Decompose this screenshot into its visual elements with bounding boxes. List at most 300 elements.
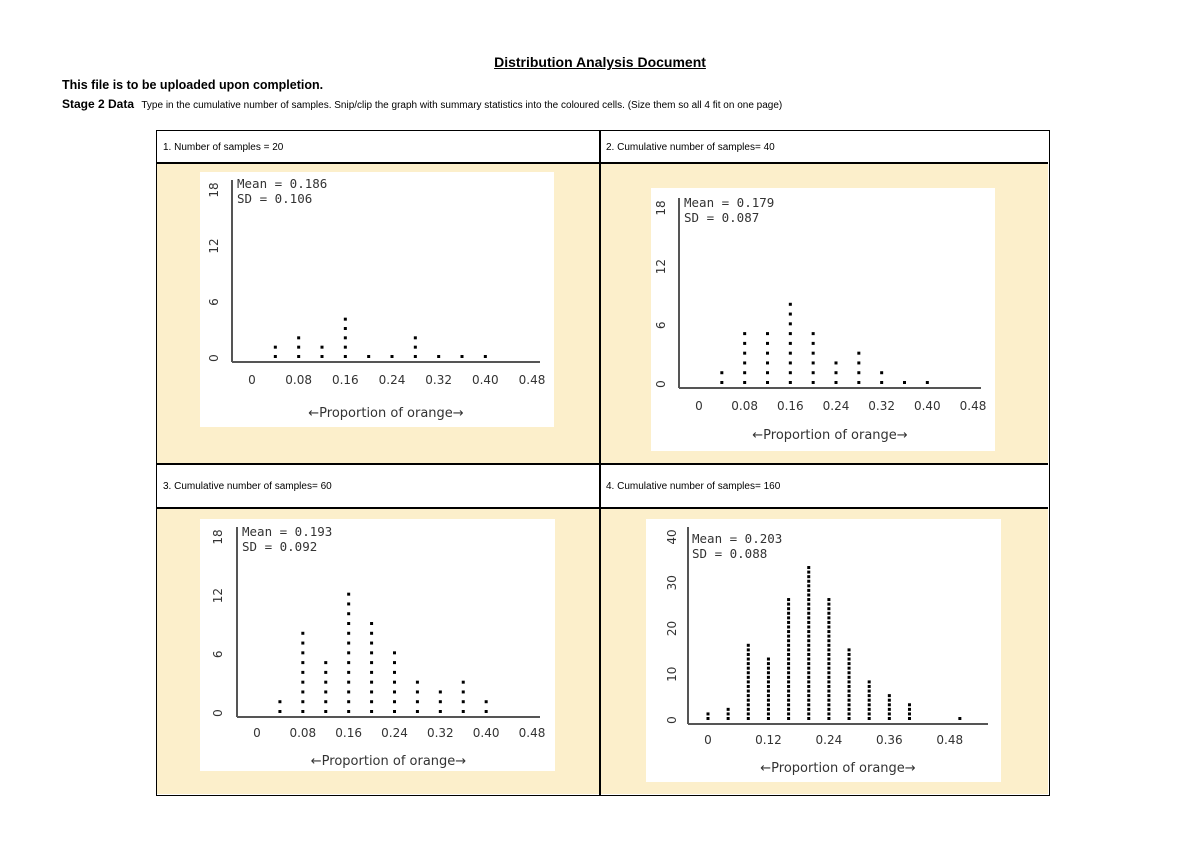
data-dot — [827, 598, 830, 601]
row-divider — [157, 507, 1048, 509]
data-dot — [767, 712, 770, 715]
y-tick-label: 0 — [211, 709, 225, 717]
y-tick-label: 6 — [654, 321, 668, 330]
y-tick-label: 18 — [211, 529, 225, 545]
data-dot — [787, 603, 790, 606]
data-dot — [908, 712, 911, 715]
data-dot — [835, 361, 838, 364]
data-dot — [807, 644, 810, 647]
data-dot — [278, 710, 281, 713]
data-dot — [370, 690, 373, 693]
data-dot — [789, 371, 792, 374]
data-dot — [462, 681, 465, 684]
data-dot — [462, 700, 465, 703]
x-tick-label: 0.16 — [776, 399, 804, 413]
data-dot — [787, 658, 790, 661]
data-dot — [344, 327, 347, 330]
data-dot — [393, 690, 396, 693]
y-tick-label: 0 — [207, 354, 221, 362]
data-dot — [827, 699, 830, 702]
data-dot — [301, 642, 304, 645]
data-dot — [787, 635, 790, 638]
data-dot — [747, 690, 750, 693]
sd-label: SD = 0.087 — [684, 210, 760, 225]
data-dot — [347, 690, 350, 693]
data-dot — [747, 671, 750, 674]
stage-line — [62, 97, 782, 111]
data-dot — [807, 593, 810, 596]
data-dot — [324, 710, 327, 713]
data-dot — [743, 371, 746, 374]
data-dot — [391, 355, 394, 358]
stage-instructions: Type in the cumulative number of samples. Snip/clip the graph with summary statistics into the coloured cells. (Size them so all 4 fit on one page) — [141, 100, 783, 111]
data-dot — [707, 712, 710, 715]
data-dot — [747, 648, 750, 651]
data-dot — [848, 703, 851, 706]
data-dot — [807, 653, 810, 656]
data-dot — [807, 717, 810, 720]
data-dot — [888, 712, 891, 715]
data-dot — [370, 632, 373, 635]
x-tick-label: 0.24 — [378, 373, 406, 387]
data-dot — [324, 661, 327, 664]
sd-label: SD = 0.092 — [242, 539, 318, 554]
data-dot — [370, 700, 373, 703]
dotplot-2[interactable] — [651, 188, 995, 451]
data-dot — [903, 381, 906, 384]
data-dot — [393, 661, 396, 664]
data-dot — [767, 671, 770, 674]
data-dot — [807, 589, 810, 592]
dotplot-1[interactable] — [200, 172, 554, 427]
data-dot — [848, 694, 851, 697]
x-tick-label: 0.08 — [285, 373, 313, 387]
data-dot — [827, 690, 830, 693]
data-dot — [787, 662, 790, 665]
data-dot — [908, 703, 911, 706]
data-dot — [766, 371, 769, 374]
data-dot — [347, 671, 350, 674]
data-dot — [789, 342, 792, 345]
x-tick-label: 0.16 — [331, 373, 359, 387]
data-dot — [416, 710, 419, 713]
data-dot — [789, 381, 792, 384]
y-tick-label: 40 — [665, 529, 679, 545]
data-dot — [807, 685, 810, 688]
data-dot — [857, 352, 860, 355]
data-dot — [766, 381, 769, 384]
y-tick-label: 18 — [654, 200, 668, 216]
data-dot — [807, 575, 810, 578]
data-dot — [848, 658, 851, 661]
data-dot — [747, 676, 750, 679]
data-dot — [827, 662, 830, 665]
data-dot — [747, 653, 750, 656]
data-dot — [827, 635, 830, 638]
data-dot — [297, 336, 300, 339]
data-dot — [414, 346, 417, 349]
data-dot — [743, 361, 746, 364]
data-dot — [789, 322, 792, 325]
data-dot — [807, 680, 810, 683]
data-dot — [827, 626, 830, 629]
data-dot — [766, 361, 769, 364]
data-dot — [807, 598, 810, 601]
data-dot — [958, 717, 961, 720]
data-dot — [848, 685, 851, 688]
data-dot — [747, 667, 750, 670]
data-dot — [727, 708, 730, 711]
data-dot — [827, 703, 830, 706]
data-dot — [888, 708, 891, 711]
data-dot — [807, 699, 810, 702]
data-dot — [868, 694, 871, 697]
data-dot — [787, 690, 790, 693]
data-dot — [827, 612, 830, 615]
data-dot — [827, 694, 830, 697]
dotplot-svg — [200, 172, 554, 427]
data-dot — [868, 708, 871, 711]
data-dot — [416, 681, 419, 684]
data-dot — [416, 700, 419, 703]
data-dot — [743, 342, 746, 345]
data-dot — [807, 690, 810, 693]
x-tick-label: 0.24 — [815, 733, 843, 747]
cell-2-label[interactable]: 2. Cumulative number of samples= 40 — [600, 131, 1048, 163]
x-tick-label: 0.08 — [731, 399, 759, 413]
data-dot — [827, 603, 830, 606]
data-dot — [767, 717, 770, 720]
data-dot — [321, 355, 324, 358]
data-dot — [393, 671, 396, 674]
row-divider — [157, 463, 1048, 465]
data-dot — [807, 571, 810, 574]
data-dot — [827, 676, 830, 679]
data-dot — [787, 708, 790, 711]
data-dot — [787, 676, 790, 679]
data-dot — [835, 371, 838, 374]
data-dot — [789, 352, 792, 355]
data-dot — [747, 699, 750, 702]
data-dot — [301, 661, 304, 664]
data-dot — [747, 658, 750, 661]
data-dot — [807, 621, 810, 624]
x-tick-label: 0.48 — [518, 726, 546, 740]
data-dot — [347, 642, 350, 645]
data-dot — [347, 661, 350, 664]
data-dot — [727, 712, 730, 715]
x-tick-label: 0.08 — [289, 726, 317, 740]
data-dot — [344, 336, 347, 339]
data-dot — [787, 703, 790, 706]
data-dot — [767, 703, 770, 706]
data-dot — [301, 671, 304, 674]
data-dot — [868, 685, 871, 688]
data-dot — [827, 708, 830, 711]
data-dot — [888, 694, 891, 697]
y-tick-label: 0 — [665, 716, 679, 724]
data-dot — [857, 361, 860, 364]
data-dot — [370, 661, 373, 664]
sd-label: SD = 0.088 — [692, 546, 768, 561]
data-dot — [278, 700, 281, 703]
sd-label: SD = 0.106 — [237, 191, 313, 206]
x-tick-label: 0 — [248, 373, 256, 387]
data-dot — [485, 710, 488, 713]
data-dot — [747, 680, 750, 683]
y-tick-label: 30 — [665, 575, 679, 591]
x-axis-label: ←Proportion of orange→ — [308, 406, 464, 421]
data-dot — [347, 710, 350, 713]
data-dot — [347, 593, 350, 596]
data-dot — [827, 680, 830, 683]
x-tick-label: 0.32 — [426, 726, 454, 740]
x-tick-label: 0 — [704, 733, 712, 747]
data-dot — [812, 332, 815, 335]
x-tick-label: 0.12 — [755, 733, 782, 747]
data-dot — [301, 700, 304, 703]
mean-label: Mean = 0.203 — [692, 531, 783, 546]
data-dot — [707, 717, 710, 720]
data-dot — [720, 381, 723, 384]
data-dot — [807, 607, 810, 610]
data-dot — [370, 671, 373, 674]
data-dot — [462, 710, 465, 713]
data-dot — [767, 680, 770, 683]
data-dot — [747, 717, 750, 720]
x-tick-label: 0 — [695, 399, 703, 413]
x-tick-label: 0.40 — [913, 399, 941, 413]
data-dot — [827, 639, 830, 642]
data-dot — [807, 626, 810, 629]
cell-1-label[interactable]: 1. Number of samples = 20 — [157, 131, 600, 163]
data-dot — [747, 708, 750, 711]
data-dot — [787, 630, 790, 633]
data-dot — [807, 662, 810, 665]
x-tick-label: 0.40 — [471, 373, 499, 387]
data-dot — [321, 346, 324, 349]
data-dot — [462, 690, 465, 693]
data-dot — [767, 708, 770, 711]
y-tick-label: 12 — [654, 259, 668, 275]
data-dot — [747, 685, 750, 688]
data-dot — [807, 639, 810, 642]
data-dot — [827, 630, 830, 633]
data-dot — [807, 703, 810, 706]
data-dot — [767, 690, 770, 693]
data-dot — [301, 681, 304, 684]
data-dot — [888, 717, 891, 720]
data-dot — [787, 644, 790, 647]
data-dot — [414, 336, 417, 339]
x-axis-label: ←Proportion of orange→ — [310, 754, 467, 769]
data-dot — [827, 717, 830, 720]
data-dot — [414, 355, 417, 358]
y-tick-label: 12 — [211, 588, 225, 604]
data-dot — [766, 342, 769, 345]
data-dot — [393, 710, 396, 713]
data-dot — [908, 717, 911, 720]
data-dot — [297, 346, 300, 349]
data-dot — [439, 700, 442, 703]
data-dot — [807, 658, 810, 661]
y-tick-label: 12 — [207, 238, 221, 254]
data-dot — [787, 699, 790, 702]
data-dot — [812, 342, 815, 345]
data-dot — [324, 681, 327, 684]
dotplot-svg — [646, 519, 1001, 782]
dotplot-svg — [200, 519, 555, 771]
x-tick-label: 0.48 — [518, 373, 546, 387]
data-dot — [301, 710, 304, 713]
data-dot — [767, 694, 770, 697]
data-dot — [324, 700, 327, 703]
data-dot — [787, 717, 790, 720]
data-dot — [812, 371, 815, 374]
data-dot — [747, 712, 750, 715]
data-dot — [787, 639, 790, 642]
y-tick-label: 18 — [207, 182, 221, 198]
data-dot — [787, 667, 790, 670]
data-dot — [344, 346, 347, 349]
data-dot — [743, 381, 746, 384]
x-tick-label: 0.48 — [959, 399, 987, 413]
data-dot — [787, 694, 790, 697]
cell-4-label[interactable]: 4. Cumulative number of samples= 160 — [600, 464, 1048, 508]
data-dot — [484, 355, 487, 358]
data-dot — [767, 667, 770, 670]
data-dot — [747, 703, 750, 706]
data-dot — [807, 584, 810, 587]
data-dot — [301, 632, 304, 635]
data-dot — [767, 699, 770, 702]
data-dot — [787, 621, 790, 624]
data-dot — [787, 626, 790, 629]
x-tick-label: 0.16 — [335, 726, 363, 740]
cell-3-label[interactable]: 3. Cumulative number of samples= 60 — [157, 464, 600, 508]
data-dot — [347, 612, 350, 615]
row-divider — [157, 162, 1048, 164]
data-dot — [370, 651, 373, 654]
data-dot — [344, 318, 347, 321]
data-dot — [324, 690, 327, 693]
data-dot — [908, 708, 911, 711]
y-tick-label: 0 — [654, 380, 668, 388]
data-dot — [393, 700, 396, 703]
data-dot — [848, 676, 851, 679]
y-tick-label: 20 — [665, 620, 679, 637]
data-dot — [347, 681, 350, 684]
data-dot — [848, 690, 851, 693]
dotplot-4[interactable] — [646, 519, 1001, 782]
data-dot — [787, 607, 790, 610]
data-dot — [827, 621, 830, 624]
data-dot — [301, 651, 304, 654]
x-tick-label: 0.24 — [381, 726, 408, 740]
data-dot — [743, 352, 746, 355]
data-dot — [367, 355, 370, 358]
data-dot — [868, 712, 871, 715]
data-dot — [827, 667, 830, 670]
data-dot — [926, 381, 929, 384]
document-title: Distribution Analysis Document — [494, 54, 706, 70]
data-dot — [439, 710, 442, 713]
data-dot — [857, 381, 860, 384]
data-dot — [807, 603, 810, 606]
mean-label: Mean = 0.186 — [237, 176, 328, 191]
data-dot — [835, 381, 838, 384]
data-dot — [347, 651, 350, 654]
data-dot — [880, 371, 883, 374]
data-dot — [807, 635, 810, 638]
dotplot-3[interactable] — [200, 519, 555, 771]
x-tick-label: 0.40 — [472, 726, 500, 740]
data-dot — [868, 703, 871, 706]
data-dot — [827, 658, 830, 661]
data-dot — [301, 690, 304, 693]
x-axis-label: ←Proportion of orange→ — [752, 428, 908, 443]
data-dot — [848, 667, 851, 670]
data-dot — [370, 681, 373, 684]
data-dot — [789, 313, 792, 316]
data-dot — [807, 612, 810, 615]
data-dot — [880, 381, 883, 384]
data-dot — [848, 717, 851, 720]
y-tick-label: 10 — [665, 666, 679, 682]
x-axis-label: ←Proportion of orange→ — [760, 761, 916, 776]
data-dot — [747, 694, 750, 697]
data-dot — [807, 630, 810, 633]
data-dot — [807, 676, 810, 679]
data-dot — [827, 712, 830, 715]
data-dot — [827, 616, 830, 619]
data-dot — [767, 658, 770, 661]
intro-text: This file is to be uploaded upon completion. — [62, 78, 324, 92]
data-dot — [848, 653, 851, 656]
data-dot — [767, 685, 770, 688]
data-dot — [787, 653, 790, 656]
data-dot — [787, 685, 790, 688]
data-dot — [767, 676, 770, 679]
data-dot — [370, 710, 373, 713]
data-dot — [868, 680, 871, 683]
data-dot — [370, 642, 373, 645]
data-dot — [787, 680, 790, 683]
stage-label: Stage 2 Data — [62, 97, 135, 111]
data-dot — [812, 381, 815, 384]
data-dot — [766, 352, 769, 355]
data-dot — [807, 712, 810, 715]
data-dot — [789, 361, 792, 364]
data-dot — [347, 602, 350, 605]
data-dot — [848, 662, 851, 665]
data-dot — [727, 717, 730, 720]
data-dot — [827, 648, 830, 651]
data-dot — [807, 616, 810, 619]
data-dot — [437, 355, 440, 358]
data-dot — [416, 690, 419, 693]
data-dot — [827, 653, 830, 656]
data-dot — [344, 355, 347, 358]
x-tick-label: 0.36 — [875, 733, 903, 747]
data-dot — [807, 667, 810, 670]
data-dot — [888, 703, 891, 706]
data-dot — [848, 699, 851, 702]
data-dot — [848, 671, 851, 674]
data-dot — [787, 616, 790, 619]
data-dot — [347, 622, 350, 625]
data-dot — [827, 644, 830, 647]
